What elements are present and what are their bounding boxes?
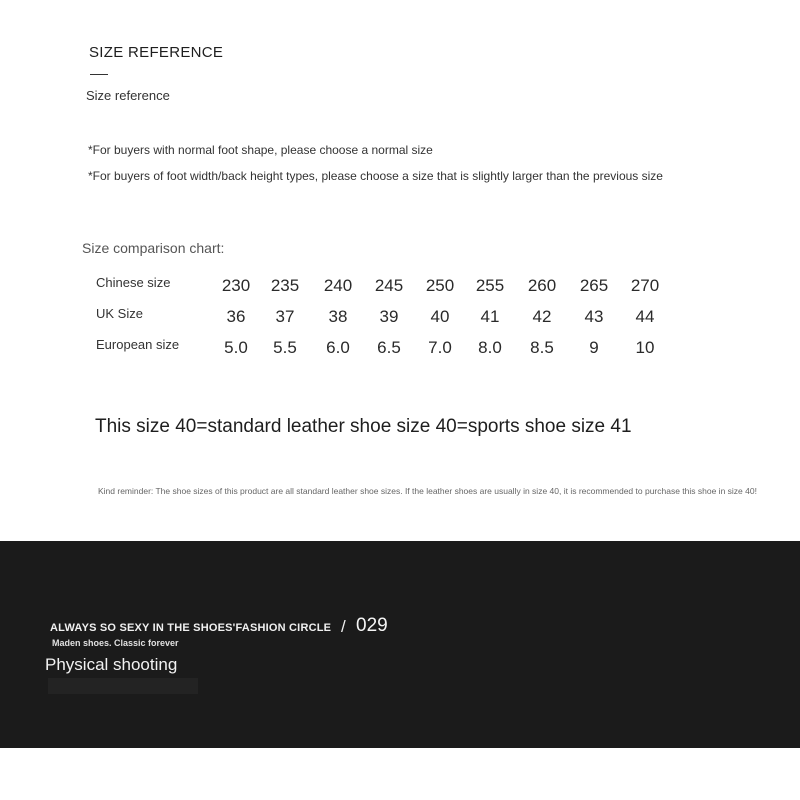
note-normal-foot: *For buyers with normal foot shape, please choose a normal size	[88, 143, 433, 157]
table-cell: 8.0	[478, 338, 502, 357]
table-cell: 5.5	[273, 338, 297, 357]
table-cell: 37	[275, 307, 295, 326]
row-label-chinese: Chinese size	[96, 275, 171, 290]
table-cell: 36	[226, 307, 246, 326]
table-cell: 41	[480, 307, 500, 326]
table-cell: 6.0	[326, 338, 350, 357]
table-cell: 38	[328, 307, 348, 326]
table-cell: 39	[379, 307, 399, 326]
banner-slogan: ALWAYS SO SEXY IN THE SHOES'FASHION CIRCLE	[50, 622, 332, 634]
table-cell: 10	[635, 338, 655, 357]
table-cell: 260	[527, 276, 557, 295]
row-label-european: European size	[96, 337, 180, 352]
size-table-title: Size comparison chart:	[82, 240, 225, 256]
kind-reminder: Kind reminder: The shoe sizes of this product are all standard leather shoe sizes. If the leather shoes are usually in size 40, it is recommended to purchase this shoe in size 40!	[98, 486, 757, 496]
page-subtitle: Size reference	[86, 88, 170, 103]
size-equivalence-statement: This size 40=standard leather shoe size 40=sports shoe size 41	[95, 416, 632, 437]
table-cell: 43	[584, 307, 604, 326]
page-title: SIZE REFERENCE	[89, 44, 224, 61]
title-underline	[90, 74, 108, 75]
table-cell: 7.0	[428, 338, 452, 357]
banner-tagline: Maden shoes. Classic forever	[52, 638, 179, 648]
faded-decoration	[48, 678, 198, 694]
row-label-uk: UK Size	[96, 306, 143, 321]
table-cell: 230	[221, 276, 251, 295]
table-cell: 8.5	[530, 338, 554, 357]
table-cell: 270	[630, 276, 660, 295]
table-cell: 9	[589, 338, 599, 357]
table-cell: 42	[532, 307, 552, 326]
table-cell: 240	[323, 276, 353, 295]
table-cell: 44	[635, 307, 655, 326]
table-cell: 5.0	[224, 338, 248, 357]
note-wide-foot: *For buyers of foot width/back height types, please choose a size that is slightly larger than the previous size	[88, 169, 663, 183]
table-cell: 40	[430, 307, 450, 326]
physical-shooting-label: Physical shooting	[45, 655, 178, 674]
table-cell: 6.5	[377, 338, 401, 357]
table-cell: 245	[374, 276, 404, 295]
table-cell: 255	[475, 276, 505, 295]
banner-number: 029	[356, 615, 388, 636]
table-cell: 250	[425, 276, 455, 295]
table-cell: 235	[270, 276, 300, 295]
banner-slash: /	[341, 617, 346, 636]
table-cell: 265	[579, 276, 609, 295]
